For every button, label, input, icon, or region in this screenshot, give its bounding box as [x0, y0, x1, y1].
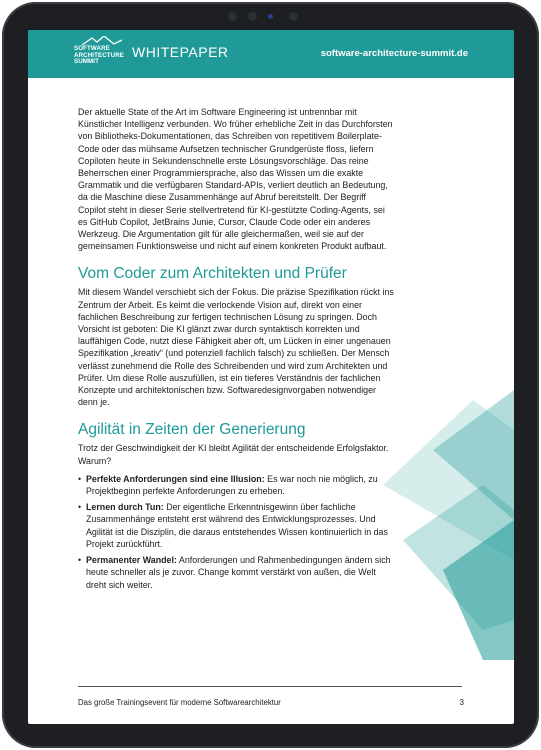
logo-line: ARCHITECTURE [74, 51, 125, 59]
bullet-list [78, 473, 396, 591]
camera-lens-icon [268, 14, 273, 19]
list-item [78, 554, 396, 591]
section-heading: Vom Coder zum Architekten und Prüfer [78, 265, 347, 283]
website-link[interactable]: software-architecture-summit.de [320, 48, 468, 59]
footer-text: Das große Trainingsevent für moderne Softwarearchitektur [78, 698, 281, 707]
page-header [28, 30, 514, 78]
document-page[interactable] [28, 30, 514, 724]
section-paragraph: Trotz der Geschwindigkeit der KI bleibt Agilität der entscheidende Erfolgsfaktor. Warum? [78, 443, 389, 466]
page-number: 3 [459, 698, 464, 707]
bullet-text: Der eigentliche Erkenntnisgewinn über fachliche Zusammenhänge entsteht erst während des Entwicklungsprozesses. Und Agilität ist die Disziplin, die daraus entstehendes Wissen kontinuierlich in das Projekt zurückführt. [86, 502, 388, 549]
list-item [78, 501, 396, 550]
sensor-dot [289, 12, 298, 21]
footer-divider [78, 686, 462, 687]
logo-text [74, 46, 124, 66]
tablet-frame [2, 2, 539, 748]
logo-line: SOFTWARE [74, 45, 110, 52]
logo-line: SUMMIT [74, 58, 100, 66]
decorative-diamond-shapes [383, 390, 514, 660]
list-item [78, 473, 396, 497]
bullet-title: Perfekte Anforderungen sind eine Illusion: [86, 473, 265, 484]
bullet-title: Permanenter Wandel: [86, 555, 177, 566]
main-content [78, 106, 396, 595]
bullet-text: Es war noch nie möglich, zu Projektbeginn perfekte Anforderungen zu erheben. [86, 473, 378, 497]
section-heading: Agilität in Zeiten der Generierung [78, 421, 306, 439]
section-paragraph: Mit diesem Wandel verschiebt sich der Fokus. Die präzise Spezifikation rückt ins Zentrum der Arbeit. Es keimt die verlockende Vision auf, direkt von einer fachlichen Beschreibung zur fertigen technischen Lösung zu springen. Doch Vorsicht ist geboten: Die KI glänzt zwar durch syntaktisch korrekten und lauffähigen Code, nutzt diese Fähigkeit aber oft, um Lücken in einer ungenauen Spezifikation „kreativ“ (und potenziell fachlich falsch) zu schließen. Der Mensch verlässt zunehmend die Rolle des Schreibenden und wird zum Architekten und Prüfer. Um diese Rolle auszufüllen, ist ein tieferes Verständnis der fachlichen Konzepte und architektonischen bzw. Softwaredesignvorgaben notwendiger denn je. [78, 287, 394, 408]
sensor-dot [248, 12, 257, 21]
bullet-title: Lernen durch Tun: [86, 502, 164, 513]
sensor-dot [228, 12, 237, 21]
intro-paragraph: Der aktuelle State of the Art im Software Engineering ist untrennbar mit Künstlicher Intelligenz verbunden. Wo früher erhebliche Zeit in das Durchforsten von Bibliotheks-Dokumentationen, das Schreiben von repetitivem Boilerplate-Code oder das mühsame Aufsetzen technischer Grundgerüste floss, liefern Copiloten heute in Sekundenschnelle erste Lösungsvorschläge. Das reine Beherrschen einer Programmiersprache, also das Wissen um die exakte Grammatik und die verfügbaren Standard-APIs, verliert deutlich an Bedeutung, da die Maschine diese Zusammenhänge auf Abruf bereitstellt. Der Begriff Copilot steht in dieser Serie stellvertretend für KI-gestützte Coding-Agents, sei es GitHub Copilot, JetBrains Junie, Cursor, Claude Code oder ein anderes Werkzeug. Die Argumentation gilt für alle gleichermaßen, weil sie auf der gemeinsamen Funktionsweise und nicht auf einem konkreten Produkt aufbaut. [78, 107, 393, 252]
summit-logo[interactable] [74, 36, 130, 74]
header-title: WHITEPAPER [132, 44, 229, 60]
bullet-text: Anforderungen und Rahmenbedingungen ändern sich heute schneller als je zuvor. Change kommt verstärkt von außen, die Welt dreht sich weiter. [86, 555, 391, 590]
